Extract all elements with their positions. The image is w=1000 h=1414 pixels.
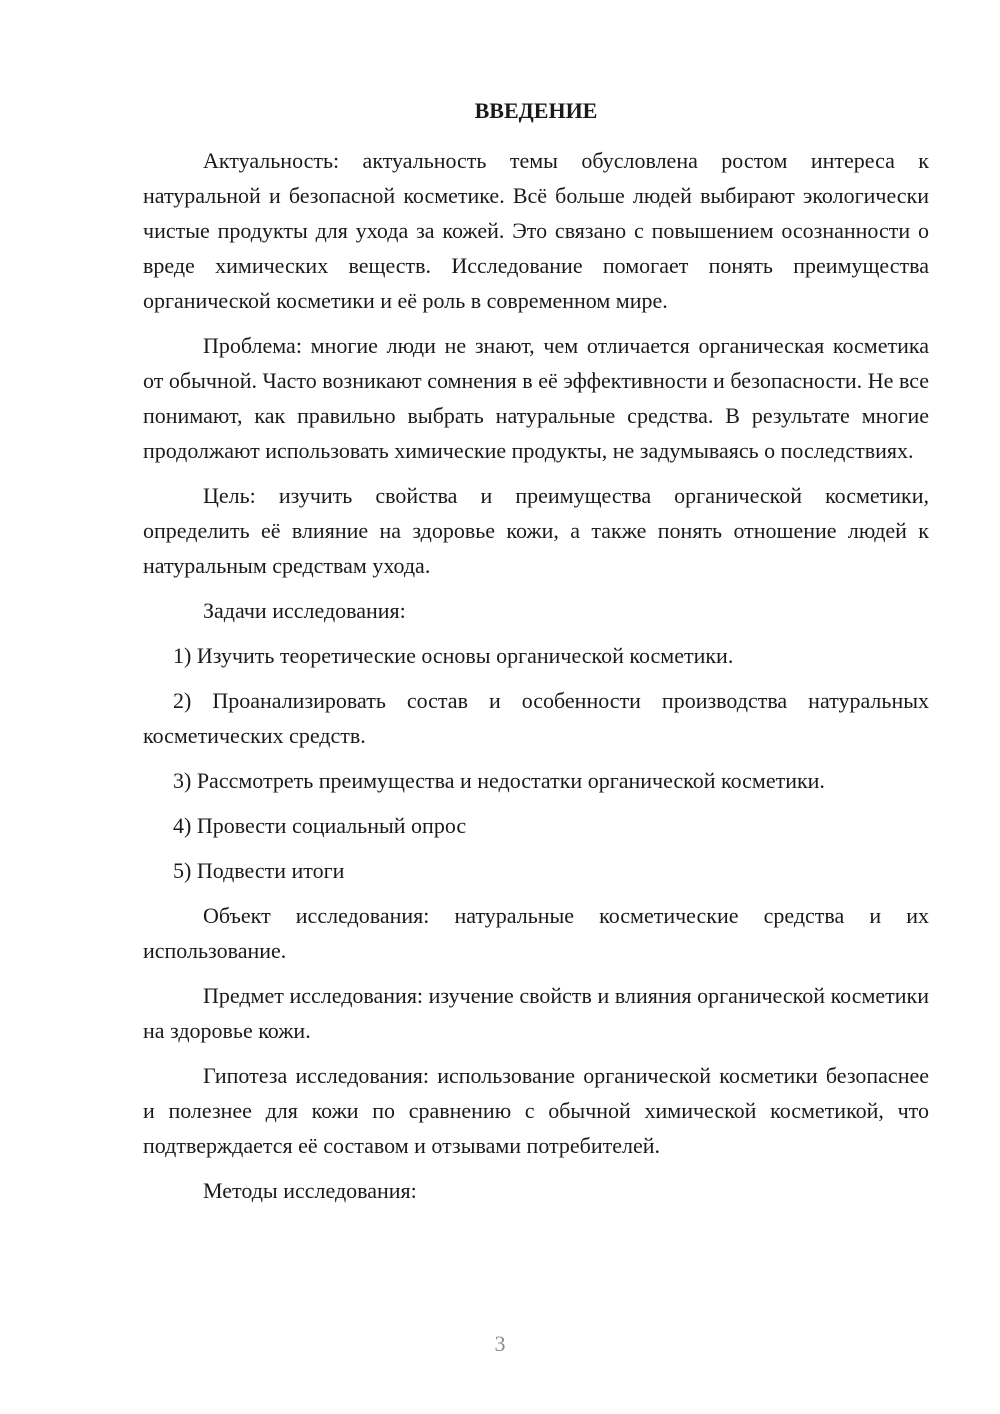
task-item: 1) Изучить теоретические основы органической косметики. [173,643,734,668]
tasks-heading: Задачи исследования: [203,598,406,623]
paragraph-problem: Проблема: многие люди не знают, чем отличается органическая косметика от обычной. Часто возникают сомнения в её эффективности и безопасности. Не все понимают, как правильно выбрать натуральные средства. В результате многие продолжают использовать химические продукты, не задумываясь о последствиях. [143,333,929,463]
paragraph-relevance: Актуальность: актуальность темы обусловлена ростом интереса к натуральной и безопасной косметике. Всё больше людей выбирают экологически чистые продукты для ухода за кожей. Это связано с повышением осознанности о вреде химических веществ. Исследование помогает понять преимущества органической косметики и её роль в современном мире. [143,148,929,313]
page-number: 3 [494,1331,506,1356]
document-body [143,143,929,1218]
task-item: 2) Проанализировать состав и особенности производства натуральных косметических средств. [143,688,929,748]
paragraph-object: Объект исследования: натуральные косметические средства и их использование. [143,903,929,963]
paragraph-subject: Предмет исследования: изучение свойств и влияния органической косметики на здоровье кожи. [143,983,929,1043]
task-item: 5) Подвести итоги [173,858,345,883]
page-title: ВВЕДЕНИЕ [474,98,598,123]
task-item: 4) Провести социальный опрос [173,813,467,838]
methods-heading: Методы исследования: [203,1178,417,1203]
task-item: 3) Рассмотреть преимущества и недостатки органической косметики. [173,768,825,793]
tasks-list [143,638,929,888]
paragraph-goal: Цель: изучить свойства и преимущества органической косметики, определить её влияние на здоровье кожи, а также понять отношение людей к натуральным средствам ухода. [143,483,929,578]
paragraph-hypothesis: Гипотеза исследования: использование органической косметики безопаснее и полезнее для кожи по сравнению с обычной химической косметикой, что подтверждается её составом и отзывами потребителей. [143,1063,929,1158]
